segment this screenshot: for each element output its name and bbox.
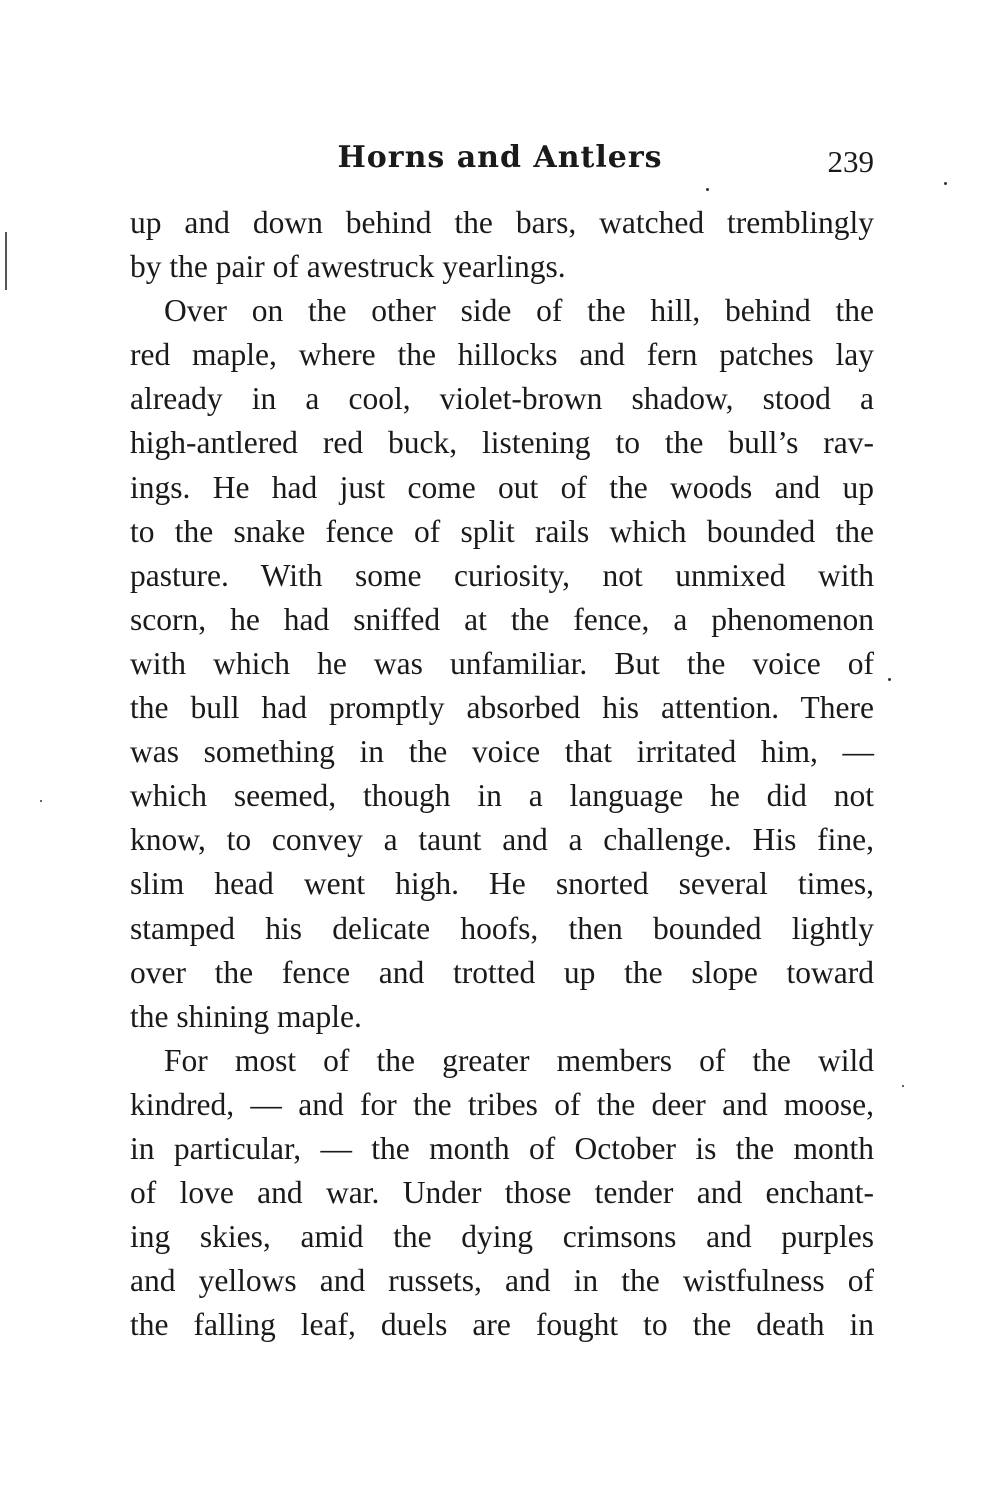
text-line: of love and war. Under those tender and enchant-: [130, 1175, 874, 1211]
scan-speck: [902, 1085, 904, 1087]
text-line: kindred, — and for the tribes of the deer and moose,: [130, 1086, 874, 1122]
text-line: slim head went high. He snorted several times,: [130, 866, 874, 902]
scan-speck: [40, 800, 42, 802]
scan-speck: [944, 182, 947, 185]
text-line: and yellows and russets, and in the wistfulness of: [130, 1263, 874, 1299]
text-line: pasture. With some curiosity, not unmixed with: [130, 557, 874, 593]
text-line: in particular, — the month of October is the month: [130, 1130, 874, 1166]
text-line: ings. He had just come out of the woods and up: [130, 469, 874, 505]
page-header: [0, 138, 1000, 182]
text-line: know, to convey a taunt and a challenge. His fine,: [130, 822, 874, 858]
text-line: For most of the greater members of the wild: [164, 1042, 874, 1078]
text-line: red maple, where the hillocks and fern patches lay: [130, 337, 874, 373]
text-line: scorn, he had sniffed at the fence, a phenomenon: [130, 601, 874, 637]
text-line: up and down behind the bars, watched tremblingly: [130, 205, 874, 240]
scan-margin-mark: [5, 232, 7, 290]
running-title: Horns and Antlers: [337, 140, 663, 175]
text-line: which seemed, though in a language he did not: [130, 778, 874, 814]
text-line: the falling leaf, duels are fought to the death in: [130, 1307, 874, 1343]
text-line: already in a cool, violet-brown shadow, stood a: [130, 381, 874, 417]
text-line: with which he was unfamiliar. But the voice of: [130, 645, 874, 681]
text-line: ing skies, amid the dying crimsons and purples: [130, 1219, 874, 1255]
text-line: over the fence and trotted up the slope toward: [130, 954, 874, 990]
body-text: [130, 201, 874, 1347]
text-line: stamped his delicate hoofs, then bounded lightly: [130, 910, 874, 946]
scan-speck: [888, 678, 891, 681]
text-line: high-antlered red buck, listening to the bull’s rav-: [130, 425, 874, 461]
text-line: to the snake fence of split rails which bounded the: [130, 513, 874, 549]
text-line: was something in the voice that irritated him, —: [130, 734, 874, 770]
text-line: the bull had promptly absorbed his attention. There: [130, 690, 874, 726]
scan-speck: [706, 188, 709, 191]
page-number: 239: [827, 144, 874, 179]
text-line: by the pair of awestruck yearlings.: [130, 249, 566, 285]
text-line: Over on the other side of the hill, behind the: [164, 293, 874, 329]
text-line: the shining maple.: [130, 998, 362, 1034]
